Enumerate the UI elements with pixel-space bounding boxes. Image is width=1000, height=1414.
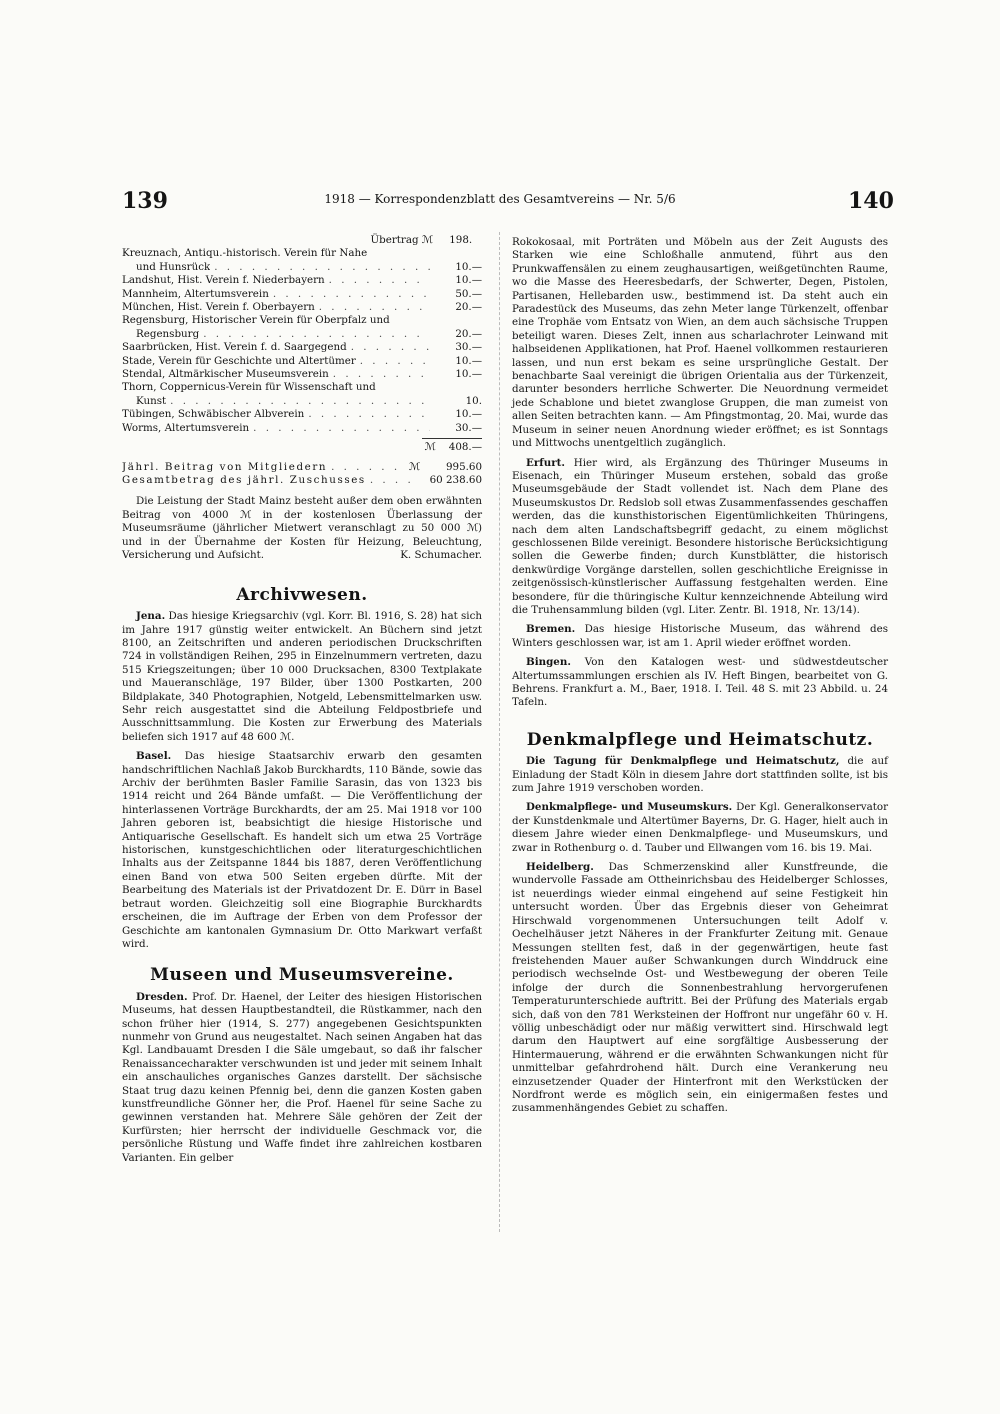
contribution-value: 20.—: [455, 327, 482, 340]
contribution-name: München, Hist. Verein f. Oberbayern: [122, 301, 315, 314]
contribution-line: [122, 314, 482, 327]
contribution-value: 10.—: [455, 274, 482, 287]
mark-symbol: ℳ: [421, 234, 433, 246]
contribution-name: Thorn, Coppernicus-Verein für Wissenschaft und: [122, 381, 376, 394]
leader-dots: [273, 288, 430, 301]
contribution-name: Regensburg: [136, 327, 200, 340]
leader-dots: [331, 461, 405, 474]
contribution-line: [122, 422, 482, 435]
contribution-line: [122, 274, 482, 287]
erfurt-keyword: Erfurt.: [526, 456, 565, 469]
mainz-paragraph: Die Leistung der Stadt Mainz besteht außer dem oben erwähnten Beitrag von 4000 ℳ in der kostenlosen Überlassung der Museumsräume (jährlicher Mietwert veranschlagt zu 50 000 ℳ) und in der Übernahme der Kosten für Heizung, Beleuchtung, Versicherung und Aufsicht.: [122, 495, 482, 561]
subtotal-line: [122, 441, 482, 454]
bingen-keyword: Bingen.: [526, 656, 571, 669]
contribution-name: Stendal, Altmärkischer Museumsverein: [122, 368, 329, 381]
tagung-text: die auf Einladung der Stadt Köln in diesem Jahre dort stattfinden sollte, ist bis zum Jahre 1919 verschoben worden.: [512, 755, 888, 795]
leader-dots: [329, 274, 430, 287]
heidelberg-keyword: Heidelberg.: [526, 861, 594, 874]
contribution-line: [122, 355, 482, 368]
leader-dots: [319, 301, 430, 314]
jena-text: Das hiesige Kriegsarchiv (vgl. Korr. Bl. 1916, S. 28) hat sich im Jahre 1917 günstig weiter entwickelt. An Büchern sind jetzt 8100, an Zeitschriften und anderen periodischen Druckschriften 724 in vollständigen Reihen, 295 in Einzelnummern vertreten, dazu 515 Kriegszeitungen; über 10 000 Drucksachen, 8300 Textplakate und Maueranschläge, 197 Bilder, über 1300 Postkarten, 200 Bildplakate, 340 Photographien, Notgeld, Lebensmittelmarken usw. Sehr reich ausgestattet sind die Abteilung Feldpostbriefe und Ausschnittsammlung. Die Kosten zur Erwerbung des Materials beliefen sich 1917 auf 48 600 ℳ.: [122, 610, 482, 743]
uebertrag-value: 198.: [449, 234, 473, 246]
contribution-name: Tübingen, Schwäbischer Albverein: [122, 408, 305, 421]
contribution-value: 30.—: [455, 421, 482, 434]
contribution-name: Kreuznach, Antiqu.-historisch. Verein für Nahe: [122, 247, 368, 260]
contribution-name: Stade, Verein für Geschichte und Altertümer: [122, 354, 356, 367]
heidelberg-text: Das Schmerzenskind aller Kunstfreunde, die wundervolle Fassade am Ottheinrichsbau des Heidelberger Schlosses, ist neuerdings wieder einmal eingehend auf seine Festigkeit hin untersucht worden. Über das Ergebnis dieser von Geheimrat Hirschwald vorgenommenen Untersuchungen teilt Adolf v. Oechelhäuser jetzt Näheres in der Frankfurter Zeitung mit. Genaue Messungen stellten fest, daß in der gegenwärtigen, heute fast freistehenden Mauer außer Schwankungen durch Winddruck eine periodisch wechselnde Ost- und Westbewegung der oberen Teile infolge der durch die Sonnenbestrahlung hervorgerufenen Temperaturunterschiede auftritt. Bei der Prüfung des Materials ergab sich, daß von den 781 Werksteinen der Hoffront nur ungefähr 60 v. H. völlig unbeschädigt oder nur mäßig verwittert sind. Hirschwald legt darum den Hauptwert auf eine sorgfältige Ausbesserung der Hintermauerung, während er die erwähnten Schwankungen nicht für unmittelbar gefahrdrohend hält. Durch eine Verankerung neu einzusetzender Quader der Hinterfront mit den Werkstücken der Nordfront werde es möglich sein, ein einigermaßen festes und zusammenhängendes Gebiet zu schaffen.: [512, 861, 888, 1115]
contribution-name: Kunst: [136, 394, 167, 407]
jena-paragraph: [122, 610, 482, 744]
left-column: [122, 234, 482, 1171]
section-heading-museen: Museen und Museumsvereine.: [150, 965, 454, 986]
tagung-paragraph: [512, 755, 888, 795]
contribution-value: 10.: [465, 394, 482, 407]
leader-dots: [170, 395, 430, 408]
dresden-text: Prof. Dr. Haenel, der Leiter des hiesigen Historischen Museums, hat dessen Hauptbestandteil, die Rüstkammer, nach den schon früher hier (1914, S. 277) angegebenen Gesichtspunkten nunmehr von Grund aus neugestaltet. Nach seinen Angaben hat das Kgl. Landbauamt Dresden I die Säle umgebaut, so daß ihr falscher Renaissancecharakter verschwunden ist und jeder mit seinem Inhalt ein anschauliches organisches Ganzes darstellt. Der sächsische Staat trug dazu keinen Pfennig bei, denn die ganzen Kosten gaben kunstfreundliche Gönner her, die Prof. Haenel für seine Sache zu gewinnen verstanden hat. Mehrere Säle gehören der Zeit der Kurfürsten; hier herrscht der individuelle Geschmack vor, die persönliche Rüstung und Waffe findet ihre zahlreichen kostbaren Varianten. Ein gelber: [122, 990, 482, 1164]
dresden-continuation: Rokokosaal, mit Porträten und Möbeln aus der Zeit Augusts des Starken wie eine Schloßhalle anmutend, führt aus den Prunkwaffensälen zu einem zeughausartigen, weißgetünchten Raume, wo die Masse des Heeresbedarfs, der Schwerter, Degen, Pistolen, Partisanen, Hellebarden usw., bestimmend ist. Da steht auch ein Paradestück des Museums, das zehn Meter lange Türkenzelt, offenbar eine Trophäe vom Entsatz von Wien, an dem auch sächsische Truppen beteiligt waren. Dieses Zelt, innen aus scharlachroter Leinwand mit halbseidenen Applikationen, hat Prof. Haenel vollkommen restaurieren lassen, und nun erst bekam es seine ursprüngliche Gestalt. Der benachbarte Saal vereinigt die übrigen Orientalia aus der Türkenzeit, darunter besonders herrliche Schwerter. Die Neuordnung vermeidet jede Schablone und bietet zwanglose Gruppen, die man zumeist von allen Seiten betrachten kann. — Am Pfingstmontag, 20. Mai, wurde das Museum in seiner neuen Anordnung wieder eröffnet; es ist Sonntags und Mittwochs unentgeltlich zugänglich.: [512, 236, 888, 450]
bremen-text: Das hiesige Historische Museum, das während des Winters geschlossen war, ist am 1. April wieder eröffnet worden.: [512, 623, 888, 649]
gesamt-line: [122, 474, 482, 487]
contribution-line: [122, 408, 482, 421]
kurs-keyword: Denkmalpflege- und Museumskurs.: [526, 801, 733, 814]
contribution-list: [122, 247, 482, 435]
leader-dots: [370, 474, 416, 487]
contribution-name: Saarbrücken, Hist. Verein f. d. Saargegend: [122, 341, 347, 354]
mark-symbol: ℳ: [408, 460, 420, 473]
contribution-line: [122, 381, 482, 394]
contribution-line: [122, 301, 482, 314]
basel-text: Das hiesige Staatsarchiv erwarb den gesamten handschriftlichen Nachlaß Jakob Burckhardts, 110 Bände, sowie das Archiv der berühmten Basler Familie Sarasin, das von 1323 bis 1914 reicht und 264 Bände umfaßt. — Die Veröffentlichung der hinterlassenen Vorträge Burckhardts, der am 25. Mai 1918 vor 100 Jahren geboren ist, beabsichtigt die hiesige Historische und Antiquarische Gesellschaft. Es handelt sich um etwa 25 Vorträge historischen, kunstgeschichtlichen oder literaturgeschichtlichen Inhalts aus der Zeitspanne 1844 bis 1887, deren Veröffentlichung einen Band von etwa 500 Seiten ergeben dürfte. Mit der Bearbeitung des Materials ist der Privatdozent Dr. E. Dürr in Basel betraut worden. Gleichzeitig soll eine Biographie Burckhardts erscheinen, die im Auftrage der Erben von dem Professor der Geschichte am kantonalen Gymnasium Dr. Otto Markwart verfaßt wird.: [122, 750, 482, 950]
heidelberg-paragraph: [512, 861, 888, 1116]
contribution-name: und Hunsrück: [136, 260, 211, 273]
contribution-line: [122, 288, 482, 301]
leader-dots: [333, 368, 430, 381]
leader-dots: [203, 328, 430, 341]
running-header: 1918 — Korrespondenzblatt des Gesamtvereins — Nr. 5/6: [324, 192, 676, 206]
kurs-paragraph: [512, 801, 888, 855]
leader-dots: [253, 422, 430, 435]
basel-keyword: Basel.: [136, 750, 172, 763]
contribution-line: [122, 368, 482, 381]
column-divider: [499, 232, 500, 1232]
erfurt-text: Hier wird, als Ergänzung des Thüringer Museums in Eisenach, ein Thüringer Museum erstehen, sobald das große Museumsgebäude der Stadt vollendet ist. Nach dem Plane des Museumskustos Dr. Redslob soll etwas Zusammenfassendes geschaffen werden, das die kunsthistorischen Eigentümlichkeiten Thüringens, nach dem alten Landschaftsbegriff gedacht, zu einem möglichst geschlossenen Bilde vereinigt. Besondere historische Berücksichtigung sollen die Gewerbe finden; durch Kunstblätter, die historisch denkwürdige Vorgänge darstellen, sollen geschichtliche Ereignisse in zeitgenössisch-künstlerischer Auffassung festgehalten werden. Eine besondere, für die thüringische Kultur kennzeichnende Abteilung wird die Truhensammlung bilden (vgl. Liter. Zentr. Bl. 1918, Nr. 13/14).: [512, 456, 888, 616]
page-number-right: 140: [848, 188, 894, 214]
signature: K. Schumacher.: [400, 549, 482, 562]
contribution-name: Landshut, Hist. Verein f. Niederbayern: [122, 274, 325, 287]
leader-dots: [351, 341, 430, 354]
contribution-value: 10.—: [455, 260, 482, 273]
contribution-name: Regensburg, Historischer Verein für Oberpfalz und: [122, 314, 390, 327]
kurs-text: Der Kgl. Generalkonservator der Kunstdenkmale und Altertümer Bayerns, Dr. G. Hager, hielt auch in diesem Jahre wieder einen Denkmalpflege- und Museumskurs, und zwar in Rothenburg o. d. Tauber und Ellwangen vom 16. bis 19. Mai.: [512, 801, 889, 854]
bingen-text: Von den Katalogen west- und südwestdeutscher Altertumssammlungen erschien als IV. Heft Bingen, bearbeitet von G. Behrens. Frankfurt a. M., Baer, 1918. I. Teil. 48 S. mit 23 Abbild. u. 24 Tafeln.: [512, 656, 888, 709]
gesamt-label: Gesamtbetrag des jährl. Zuschusses: [122, 473, 366, 486]
tagung-keyword: Die Tagung für Denkmalpflege und Heimatschutz,: [526, 755, 840, 768]
subtotal-value: 408.—: [448, 441, 482, 454]
leader-dots: [308, 408, 430, 421]
contribution-value: 20.—: [455, 301, 482, 314]
sum-rule: [422, 438, 482, 439]
contribution-value: 10.—: [455, 354, 482, 367]
contribution-line: [122, 341, 482, 354]
uebertrag-line: [122, 234, 482, 247]
section-heading-denkmalpflege: Denkmalpflege und Heimatschutz.: [526, 729, 874, 750]
jaehrl-value: 995.60: [445, 460, 482, 473]
contribution-value: 10.—: [455, 408, 482, 421]
leader-dots: [214, 261, 430, 274]
contribution-value: 30.—: [455, 341, 482, 354]
contribution-line: [122, 247, 482, 260]
dresden-keyword: Dresden.: [136, 990, 188, 1003]
bremen-paragraph: [512, 623, 888, 650]
bremen-keyword: Bremen.: [526, 623, 576, 636]
leader-dots: [360, 355, 430, 368]
basel-paragraph: [122, 750, 482, 951]
gesamt-value: 60 238.60: [429, 473, 482, 486]
uebertrag-label: Übertrag: [370, 234, 419, 246]
jaehrl-line: [122, 461, 482, 474]
contribution-value: 50.—: [455, 287, 482, 300]
contribution-line: [122, 261, 482, 274]
right-column: [512, 236, 888, 1122]
page-number-left: 139: [122, 188, 168, 214]
erfurt-paragraph: [512, 457, 888, 618]
bingen-paragraph: [512, 656, 888, 710]
dresden-paragraph: [122, 991, 482, 1165]
jena-keyword: Jena.: [136, 610, 166, 623]
mark-symbol: ℳ: [424, 441, 436, 454]
contribution-name: Worms, Altertumsverein: [122, 421, 250, 434]
jaehrl-label: Jährl. Beitrag von Mitgliedern: [122, 460, 328, 473]
contribution-line: [122, 395, 482, 408]
section-heading-archiv: Archivwesen.: [236, 584, 368, 605]
contribution-name: Mannheim, Altertumsverein: [122, 287, 269, 300]
contribution-value: 10.—: [455, 368, 482, 381]
contribution-line: [122, 328, 482, 341]
